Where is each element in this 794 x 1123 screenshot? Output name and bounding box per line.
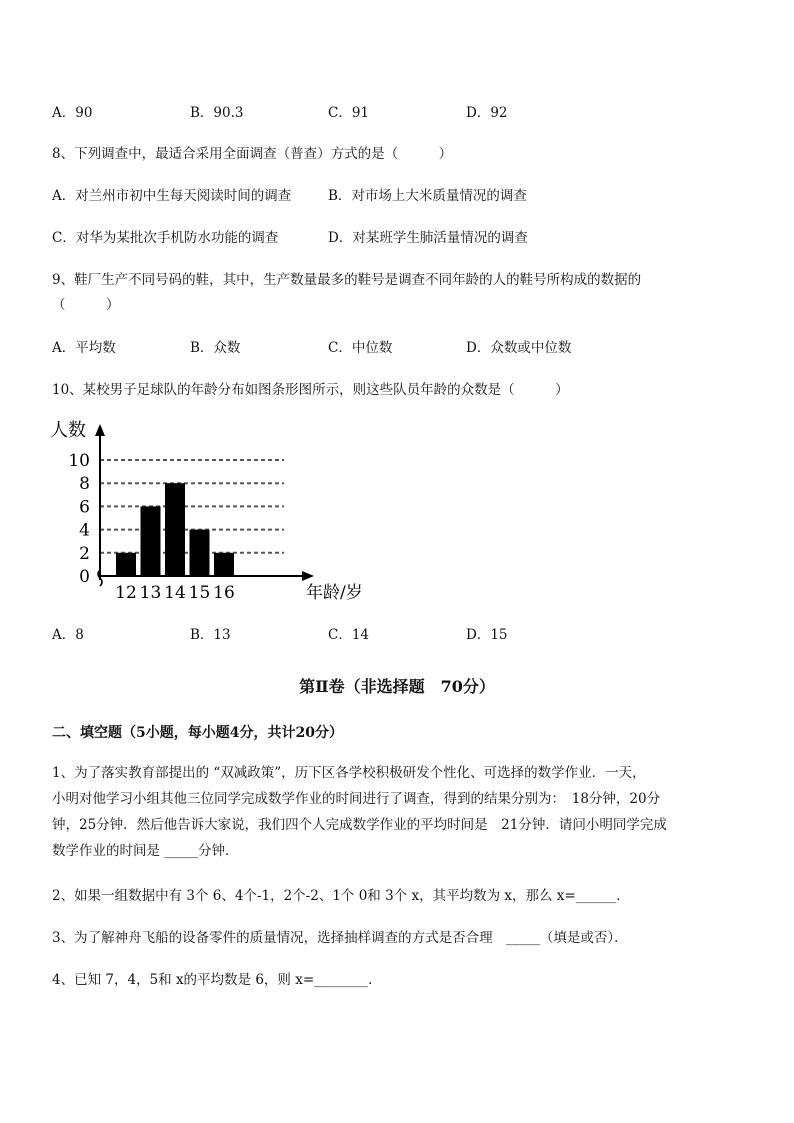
bar-age-13	[141, 506, 161, 576]
x-tick-label: 14	[164, 583, 186, 603]
q10-option-c: C．14	[328, 627, 370, 643]
x-tick-label: 13	[139, 583, 162, 603]
fill-q1-line3: 钟，25分钟．然后他告诉大家说，我们四个人完成数学作业的平均时间是 21分钟．请问小明同学完成	[52, 817, 667, 833]
q8-stem: 8、下列调查中，最适合采用全面调查（普查）方式的是（ ）	[52, 146, 453, 162]
x-tick-label: 15	[188, 583, 211, 603]
bar-age-15	[190, 530, 210, 576]
q9-option-a: A．平均数	[52, 340, 116, 356]
q8-option-a: A．对兰州市初中生每天阅读时间的调查	[52, 188, 292, 204]
q8-option-c: C．对华为某批次手机防水功能的调查	[52, 230, 279, 246]
x-tick-labels	[115, 583, 235, 603]
q7-option-b: B．90.3	[190, 105, 244, 121]
q7-option-a: A．90	[52, 105, 93, 121]
bar-age-14	[165, 483, 185, 576]
y-axis-label: 人数	[50, 420, 86, 441]
q10-stem: 10、某校男子足球队的年龄分布如图条形图所示，则这些队员年龄的众数是（ ）	[52, 382, 569, 398]
bar-chart-svg	[44, 412, 384, 612]
part2-title: 第Ⅱ卷（非选择题 70分）	[299, 677, 495, 696]
x-axis-label: 年龄/岁	[306, 583, 363, 603]
chart-bars	[116, 483, 234, 576]
fill-section-heading: 二、填空题（5小题，每小题4分，共计20分）	[52, 725, 343, 741]
q10-option-a: A．8	[52, 627, 84, 643]
x-axis-arrow	[302, 571, 314, 581]
q7-option-d: D．92	[466, 105, 508, 121]
q10-option-d: D．15	[466, 627, 508, 643]
q8-option-d: D．对某班学生肺活量情况的调查	[328, 230, 528, 246]
y-tick-label: 8	[79, 474, 90, 495]
bar-age-16	[214, 553, 234, 576]
y-tick-label: 6	[79, 497, 90, 518]
q7-option-c: C．91	[328, 105, 370, 121]
fill-q4: 4、已知 7，4，5和 x的平均数是 6，则 x=________．	[52, 972, 382, 988]
fill-q1-line4: 数学作业的时间是 _____分钟．	[52, 843, 239, 859]
y-tick-label: 2	[79, 543, 90, 564]
y-tick-label: 4	[79, 520, 90, 541]
fill-q1-line1: 1、为了落实教育部提出的 “双减政策”，历下区各学校积极研发个性化、可选择的数学作业．一天，	[52, 765, 646, 781]
x-tick-label: 12	[115, 583, 137, 603]
q9-option-d: D．众数或中位数	[466, 340, 572, 356]
x-tick-label: 16	[213, 583, 235, 603]
fill-q1	[52, 760, 752, 864]
q8-option-b: B．对市场上大米质量情况的调查	[328, 188, 527, 204]
fill-q3: 3、为了解神舟飞船的设备零件的质量情况，选择抽样调查的方式是否合理 _____（填是或否）．	[52, 930, 628, 946]
q9-stem-line1: 9、鞋厂生产不同号码的鞋，其中，生产数量最多的鞋号是调查不同年龄的人的鞋号所构成的数据的	[52, 272, 642, 288]
fill-q2: 2、如果一组数据中有 3个 6、4个-1，2个-2、1个 0和 3个 x，其平均数为 x，那么 x=______．	[52, 888, 630, 904]
bar-age-12	[116, 553, 136, 576]
fill-q1-line2: 小明对他学习小组其他三位同学完成数学作业的时间进行了调查，得到的结果分别为： 18分钟，20分	[52, 791, 661, 807]
y-axis-arrow	[95, 424, 105, 436]
q9-stem-line2: （ ）	[52, 297, 120, 313]
age-bar-chart	[44, 412, 384, 616]
y-tick-label: 0	[79, 567, 90, 587]
q9-option-c: C．中位数	[328, 340, 393, 356]
q10-option-b: B．13	[190, 627, 231, 643]
y-tick-labels	[68, 451, 90, 587]
q9-option-b: B．众数	[190, 340, 241, 356]
y-tick-label: 10	[68, 451, 90, 471]
